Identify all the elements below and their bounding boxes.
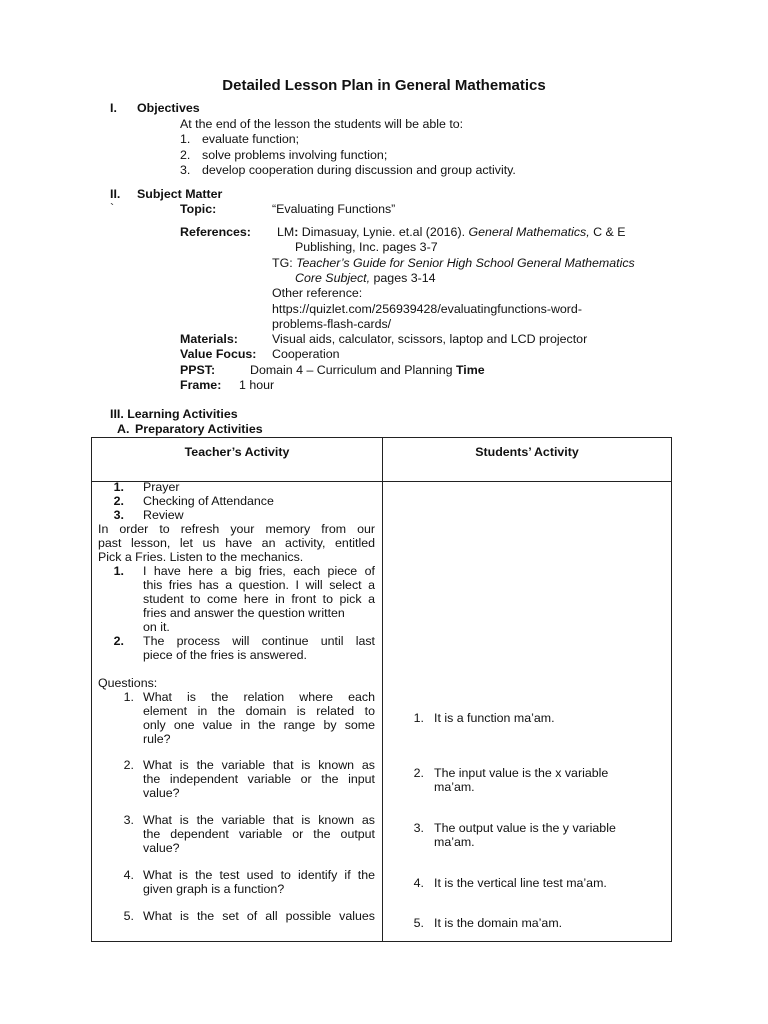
intro-line: Pick a Fries. Listen to the mechanics. [98,550,304,564]
objective-item: solve problems involving function; [202,148,388,162]
reference-tg-title: Teacher’s Guide for Senior High School General Mathematics [296,256,635,270]
ppst-label: PPST: [180,363,216,377]
objective-number: 3. [180,163,191,177]
reference-lm-book-title: General Mathematics, [468,225,590,239]
reference-lm [277,225,625,240]
question-number: 2. [123,758,134,772]
question-line: What is the test used to identify if the [143,868,375,882]
question-number: 4. [123,868,134,882]
question-line: What is the variable that is known as [143,813,375,827]
mechanic-line: student to come here in front to pick a [143,592,375,606]
ppst-domain: Domain 4 – Curriculum and Planning [250,363,456,377]
value-focus-label: Value Focus: [180,347,257,361]
reference-lm-colon: : [294,225,299,239]
frame-label: Frame: [180,378,222,392]
intro-line: past lesson, let us have an activity, entitled [98,536,375,550]
answer-line: ma’am. [434,780,475,794]
page-title: Detailed Lesson Plan in General Mathematics [222,77,546,94]
question-number: 1. [123,690,134,704]
answer-line: It is the vertical line test ma’am. [434,876,607,890]
question-line: rule? [143,732,171,746]
reference-lm-publisher: C & E [589,225,626,239]
answer-line: The output value is the y variable [434,821,616,835]
objective-item: evaluate function; [202,132,300,146]
column-header-teacher: Teacher’s Activity [184,445,290,459]
mechanic-line: The process will continue until last [143,634,375,648]
objective-item: develop cooperation during discussion and group activity. [202,163,516,177]
section-numeral-objectives: I. [110,101,117,115]
other-reference-label: Other reference: [272,286,363,300]
answer-number: 5. [413,916,424,930]
mechanic-line: this fries has a question. I will select a [143,578,375,592]
mechanic-line: piece of the fries is answered. [143,648,307,662]
step-item: Prayer [143,480,180,494]
reference-tg-title-end: Core Subject, [295,271,371,285]
mechanic-line: on it. [143,620,170,634]
frame-value: 1 hour [239,378,275,392]
question-line: What is the variable that is known as [143,758,375,772]
step-number: 1. [113,480,124,494]
question-line: What is the set of all possible values [143,909,375,923]
section-heading-subject-matter: Subject Matter [137,187,223,201]
reference-tg-pages: pages 3-14 [370,271,436,285]
step-item: Checking of Attendance [143,494,274,508]
answer-line: It is the domain ma’am. [434,916,563,930]
ppst-time: Time [455,363,485,377]
step-item: Review [143,508,184,522]
subsection-letter: A. [117,422,130,436]
reference-lm-continuation: Publishing, Inc. pages 3-7 [295,240,438,254]
column-header-students: Students’ Activity [475,445,579,459]
subsection-heading-preparatory: Preparatory Activities [135,422,263,436]
column-divider [382,438,383,941]
question-line: the dependent variable or the output [143,827,375,841]
answer-number: 4. [413,876,424,890]
objectives-intro: At the end of the lesson the students will be able to: [180,117,464,131]
answer-line: It is a function ma’am. [434,711,555,725]
reference-tg-continuation [295,271,436,286]
mechanic-number: 1. [113,564,124,578]
answer-number: 1. [413,711,424,725]
answer-line: The input value is the x variable [434,766,609,780]
topic-value: “Evaluating Functions” [272,202,396,216]
reference-tg [272,256,635,271]
question-line: given graph is a function? [143,882,285,896]
question-line: What is the relation where each [143,690,375,704]
reference-tg-prefix: TG: [272,256,297,270]
question-number: 3. [123,813,134,827]
other-reference-url: https://quizlet.com/256939428/evaluatingfunctions-word- [272,302,582,316]
answer-number: 2. [413,766,424,780]
reference-lm-prefix: LM [277,225,295,239]
topic-label: Topic: [180,202,217,216]
references-label: References: [180,225,251,239]
answer-number: 3. [413,821,424,835]
stray-mark: ` [110,201,115,215]
question-line: element in the domain is related to [143,704,375,718]
mechanic-number: 2. [113,634,124,648]
question-line: value? [143,841,180,855]
section-heading-objectives: Objectives [137,101,200,115]
materials-label: Materials: [180,332,238,346]
activity-table [91,437,672,942]
answer-line: ma’am. [434,835,475,849]
question-line: the independent variable or the input [143,772,375,786]
mechanic-line: I have here a big fries, each piece of [143,564,375,578]
questions-label: Questions: [98,676,158,690]
objective-number: 1. [180,132,191,146]
mechanic-line: fries and answer the question written [143,606,345,620]
objective-number: 2. [180,148,191,162]
ppst-value [250,363,485,378]
value-focus-value: Cooperation [272,347,340,361]
section-numeral-subject-matter: II. [110,187,121,201]
intro-line: In order to refresh your memory from our [98,522,375,536]
question-line: only one value in the range by some [143,718,375,732]
materials-value: Visual aids, calculator, scissors, laptop and LCD projector [272,332,588,346]
step-number: 3. [113,508,124,522]
step-number: 2. [113,494,124,508]
other-reference-url-continuation: problems-flash-cards/ [272,317,392,331]
section-heading-learning-activities: III. Learning Activities [110,407,238,421]
question-number: 5. [123,909,134,923]
question-line: value? [143,786,180,800]
reference-lm-author: Dimasuay, Lynie. et.al (2016). [298,225,469,239]
